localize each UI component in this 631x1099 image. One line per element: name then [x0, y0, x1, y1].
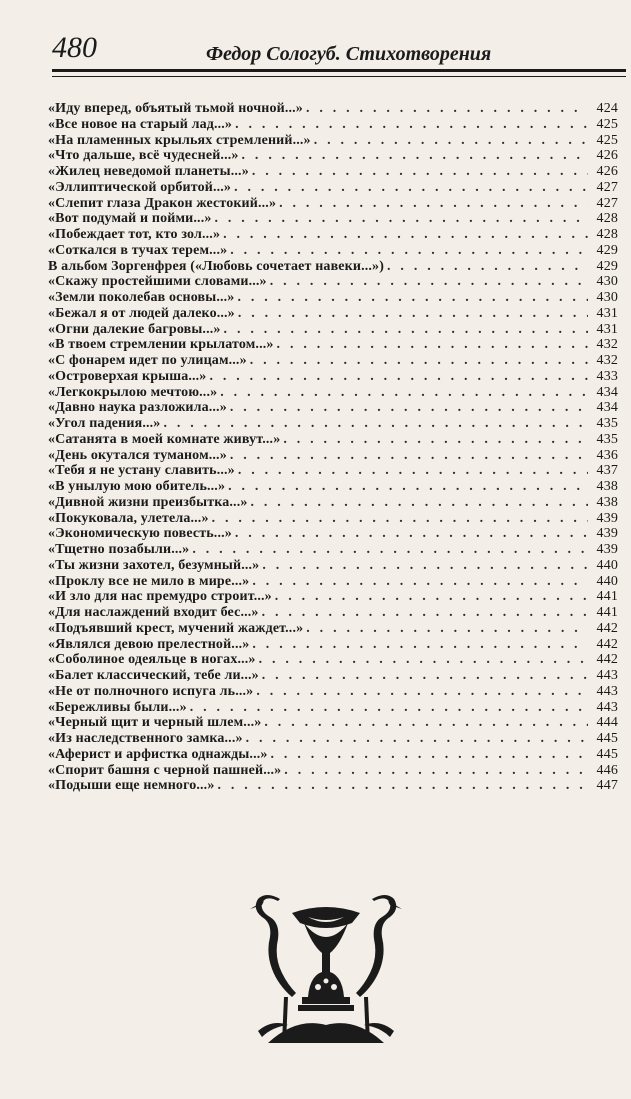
- toc-entry-page: 424: [596, 101, 618, 116]
- toc-entry-title: «Что дальше, всё чудесней...»: [48, 148, 239, 164]
- toc-entry-title: «Для наслаждений входит бес...»: [48, 605, 259, 620]
- toc-entry-page: 432: [596, 353, 618, 368]
- toc-entry-page: 444: [596, 715, 618, 731]
- toc-leader-dots: [224, 322, 588, 338]
- toc-leader-dots: [163, 416, 588, 432]
- toc-leader-dots: [252, 164, 588, 180]
- toc-leader-dots: [262, 558, 588, 574]
- toc-leader-dots: [192, 542, 588, 558]
- toc-entry-title: «Экономическую повесть...»: [48, 526, 232, 542]
- toc-entry: [48, 432, 618, 448]
- toc-entry-page: 427: [596, 195, 618, 211]
- toc-entry: [48, 700, 618, 716]
- toc-entry-title: «Тебя я не устану славить...»: [48, 463, 235, 479]
- toc-entry-page: 443: [596, 699, 618, 715]
- toc-entry: [48, 511, 618, 527]
- toc-entry-title: «В унылую мою обитель...»: [48, 479, 226, 494]
- toc-entry-title: «Сатанята в моей комнате живут...»: [48, 431, 281, 447]
- toc-leader-dots: [314, 133, 588, 149]
- toc-leader-dots: [277, 337, 588, 353]
- toc-entry-page: 447: [596, 778, 618, 794]
- toc-entry-title: «В твоем стремлении крылатом...»: [48, 337, 274, 353]
- toc-entry: [48, 778, 618, 794]
- toc-leader-dots: [275, 589, 588, 605]
- toc-entry: [48, 479, 618, 495]
- toc-leader-dots: [284, 763, 588, 779]
- toc-leader-dots: [270, 274, 588, 290]
- toc-leader-dots: [234, 180, 588, 196]
- toc-entry: [48, 227, 618, 243]
- toc-entry-page: 425: [596, 132, 618, 148]
- toc-entry: [48, 668, 618, 684]
- toc-entry-title: «Слепит глаза Дракон жестокий...»: [48, 195, 277, 211]
- toc-entry-page: 443: [596, 668, 618, 683]
- toc-entry-page: 434: [596, 400, 618, 416]
- toc-entry-title: «Иду вперед, объятый тьмой ночной...»: [48, 101, 303, 116]
- toc-entry: [48, 747, 618, 763]
- toc-entry-page: 445: [596, 746, 618, 762]
- toc-entry: [48, 763, 618, 779]
- toc-entry-page: 437: [596, 463, 618, 479]
- toc-entry-title: «День окутался туманом...»: [48, 447, 227, 463]
- toc-entry: [48, 322, 618, 338]
- toc-entry-page: 433: [596, 368, 618, 384]
- toc-entry-title: «Огни далекие багровы...»: [48, 321, 221, 337]
- toc-entry-title: «Соболиное одеяльце в ногах...»: [48, 652, 256, 668]
- toc-leader-dots: [190, 700, 588, 716]
- toc-entry-title: «Бежал я от людей далеко...»: [48, 305, 235, 321]
- toc-entry: [48, 621, 618, 637]
- toc-entry: [48, 574, 618, 590]
- toc-entry-title: «Черный щит и черный шлем...»: [48, 715, 262, 731]
- toc-entry: [48, 101, 618, 117]
- toc-entry: [48, 180, 618, 196]
- toc-leader-dots: [306, 101, 588, 117]
- toc-entry-title: «Являлся девою прелестной...»: [48, 636, 250, 652]
- toc-entry-title: «Скажу простейшими словами...»: [48, 274, 267, 290]
- toc-entry-page: 430: [596, 274, 618, 290]
- toc-leader-dots: [228, 479, 588, 495]
- toc-entry-title: «Эллиптической орбитой...»: [48, 179, 232, 195]
- toc-entry: [48, 416, 618, 432]
- toc-entry-page: 439: [596, 526, 618, 542]
- toc-leader-dots: [387, 259, 588, 275]
- toc-entry-title: «С фонарем идет по улицам...»: [48, 353, 247, 368]
- toc-entry: [48, 605, 618, 621]
- toc-leader-dots: [283, 432, 588, 448]
- toc-entry-title: «Вот подумай и пойми...»: [48, 211, 212, 227]
- toc-entry-page: 428: [596, 227, 618, 242]
- toc-entry: [48, 637, 618, 653]
- toc-entry: [48, 558, 618, 574]
- toc-leader-dots: [271, 747, 588, 763]
- toc-entry-title: «Спорит башня с черной пашней...»: [48, 762, 282, 778]
- toc-entry-title: «Подыши еще немного...»: [48, 778, 215, 794]
- toc-entry-title: В альбом Зоргенфрея («Любовь сочетает навеки...»): [48, 258, 385, 274]
- toc-entry-page: 435: [596, 431, 618, 447]
- toc-leader-dots: [238, 463, 588, 479]
- toc-entry-title: «Давно наука разложила...»: [48, 400, 227, 416]
- toc-entry: [48, 243, 618, 259]
- toc-entry-title: «Проклу все не мило в мире...»: [48, 573, 250, 589]
- toc-entry-page: 429: [596, 242, 618, 258]
- toc-entry-title: «Бережливы были...»: [48, 699, 187, 715]
- toc-leader-dots: [230, 243, 588, 259]
- toc-entry: [48, 526, 618, 542]
- toc-entry: [48, 385, 618, 401]
- toc-entry-page: 428: [596, 211, 618, 227]
- toc-entry-page: 442: [596, 636, 618, 652]
- page-header: [52, 28, 626, 68]
- toc-leader-dots: [217, 778, 588, 794]
- toc-entry: [48, 259, 618, 275]
- toc-entry: [48, 164, 618, 180]
- toc-leader-dots: [209, 369, 588, 385]
- toc-leader-dots: [235, 526, 588, 542]
- toc-entry-page: 439: [596, 510, 618, 526]
- toc-entry: [48, 148, 618, 164]
- toc-entry: [48, 731, 618, 747]
- toc-entry-page: 446: [596, 762, 618, 778]
- toc-entry: [48, 290, 618, 306]
- toc-entry: [48, 353, 618, 369]
- toc-entry-title: «Аферист и арфистка однажды...»: [48, 746, 268, 762]
- toc-leader-dots: [306, 621, 588, 637]
- toc-entry-page: 431: [596, 321, 618, 337]
- toc-entry-title: «Островерхая крыша...»: [48, 368, 207, 384]
- toc-entry: [48, 274, 618, 290]
- page-number: 480: [52, 31, 97, 64]
- toc-entry: [48, 652, 618, 668]
- toc-entry: [48, 196, 618, 212]
- toc-entry-page: 431: [596, 305, 618, 321]
- toc-entry: [48, 369, 618, 385]
- toc-entry-page: 436: [596, 447, 618, 463]
- toc-leader-dots: [259, 652, 588, 668]
- toc-entry-title: «Земли поколебав основы...»: [48, 290, 235, 305]
- header-rule-thin: [52, 76, 626, 77]
- toc-entry: [48, 684, 618, 700]
- toc-entry: [48, 211, 618, 227]
- toc-leader-dots: [238, 306, 588, 322]
- toc-entry-page: 432: [596, 337, 618, 353]
- toc-entry: [48, 400, 618, 416]
- toc-entry-page: 430: [596, 290, 618, 305]
- toc-leader-dots: [242, 148, 588, 164]
- toc-leader-dots: [215, 211, 589, 227]
- toc-entry: [48, 117, 618, 133]
- toc-entry-page: 440: [596, 573, 618, 589]
- toc-entry-page: 425: [596, 116, 618, 132]
- toc-entry-page: 426: [596, 148, 618, 164]
- toc-entry: [48, 715, 618, 731]
- toc-entry-title: «Легкокрылою мечтою...»: [48, 384, 218, 400]
- toc-entry-page: 441: [596, 605, 618, 620]
- toc-entry-page: 442: [596, 652, 618, 668]
- toc-entry-title: «Угол падения...»: [48, 416, 161, 431]
- toc-entry: [48, 133, 618, 149]
- toc-entry-title: «Балет классический, тебе ли...»: [48, 668, 259, 683]
- toc-entry: [48, 463, 618, 479]
- toc-entry-title: «Тщетно позабыли...»: [48, 542, 190, 557]
- toc-entry-title: «Побеждает тот, кто зол...»: [48, 227, 221, 242]
- toc-entry: [48, 337, 618, 353]
- toc-entry-page: 438: [596, 479, 618, 494]
- toc-leader-dots: [256, 684, 588, 700]
- toc-entry-title: «Жилец неведомой планеты...»: [48, 164, 249, 179]
- toc-entry-title: «Из наследственного замка...»: [48, 731, 243, 746]
- toc-entry-page: 439: [596, 542, 618, 557]
- toc-entry-title: «Дивной жизни преизбытка...»: [48, 494, 248, 510]
- toc-entry-page: 445: [596, 731, 618, 746]
- toc-leader-dots: [279, 196, 588, 212]
- toc-entry-title: «Ты жизни захотел, безумный...»: [48, 557, 260, 573]
- toc-entry-page: 435: [596, 416, 618, 431]
- toc-entry-page: 440: [596, 557, 618, 573]
- toc-entry-title: «Все новое на старый лад...»: [48, 116, 233, 132]
- toc-entry-page: 427: [596, 179, 618, 195]
- toc-entry-title: «Подъявший крест, мучений жаждет...»: [48, 620, 304, 636]
- toc-entry-page: 426: [596, 164, 618, 179]
- toc-entry: [48, 448, 618, 464]
- toc-leader-dots: [264, 715, 588, 731]
- toc-entry-title: «Соткался в тучах терем...»: [48, 242, 228, 258]
- toc-entry-page: 443: [596, 683, 618, 699]
- toc-leader-dots: [250, 353, 588, 369]
- header-rule-thick: [52, 69, 626, 72]
- toc-leader-dots: [212, 511, 588, 527]
- toc-leader-dots: [235, 117, 588, 133]
- toc-entry-title: «И зло для нас премудро строит...»: [48, 589, 272, 605]
- toc-entry-title: «Покуковала, улетела...»: [48, 510, 209, 526]
- toc-leader-dots: [262, 605, 588, 621]
- toc-leader-dots: [230, 448, 588, 464]
- table-of-contents: [48, 101, 618, 794]
- toc-leader-dots: [246, 731, 588, 747]
- cranes-and-vase-icon: [248, 893, 404, 1049]
- toc-leader-dots: [223, 227, 588, 243]
- toc-leader-dots: [230, 400, 588, 416]
- toc-entry-page: 429: [596, 258, 618, 274]
- running-title: Федор Сологуб. Стихотворения: [206, 43, 492, 65]
- toc-entry: [48, 495, 618, 511]
- toc-entry: [48, 306, 618, 322]
- toc-entry-title: «На пламенных крыльях стремлений...»: [48, 132, 311, 148]
- toc-entry: [48, 542, 618, 558]
- toc-leader-dots: [252, 637, 588, 653]
- toc-entry-title: «Не от полночного испуга ль...»: [48, 683, 254, 699]
- toc-entry: [48, 589, 618, 605]
- toc-leader-dots: [251, 495, 589, 511]
- toc-entry-page: 438: [596, 494, 618, 510]
- toc-leader-dots: [252, 574, 588, 590]
- toc-leader-dots: [220, 385, 588, 401]
- toc-leader-dots: [262, 668, 588, 684]
- toc-leader-dots: [237, 290, 588, 306]
- toc-entry-page: 442: [596, 620, 618, 636]
- toc-entry-page: 434: [596, 384, 618, 400]
- toc-entry-page: 441: [596, 589, 618, 605]
